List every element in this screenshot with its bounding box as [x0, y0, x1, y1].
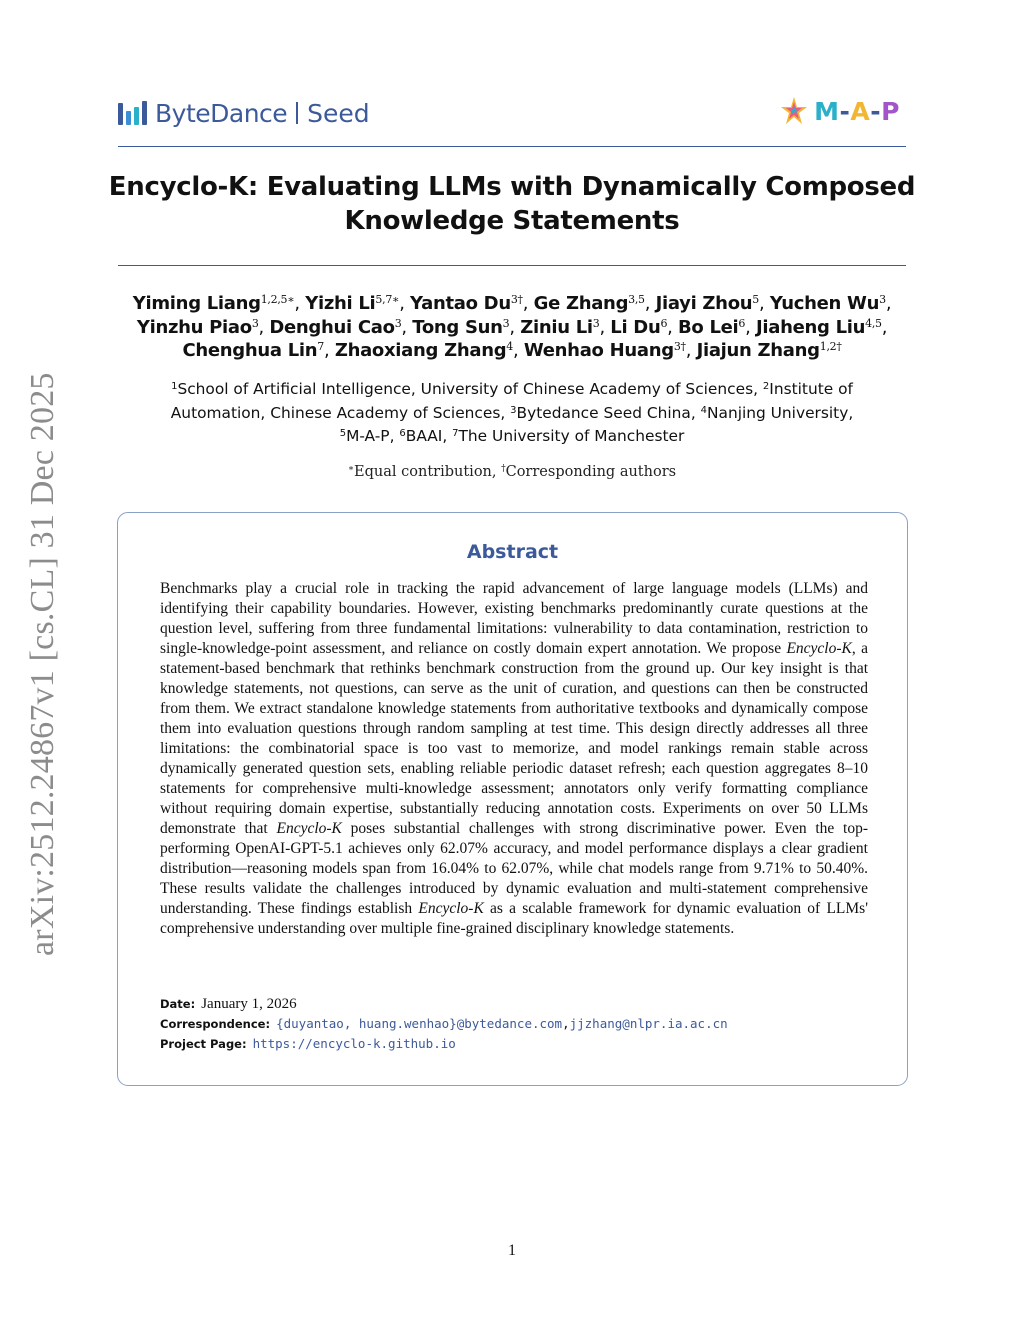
project-page-link[interactable]: https://encyclo-k.github.io: [252, 1036, 456, 1051]
author: Ge Zhang: [533, 293, 629, 314]
benchmark-name: Encyclo-K: [786, 640, 852, 657]
page-number: 1: [508, 1242, 516, 1259]
author: Yuchen Wu: [769, 293, 880, 314]
map-wordmark: M-A-P: [814, 96, 900, 126]
abstract-box: [117, 512, 908, 1086]
affiliation-line: Automation, Chinese Academy of Sciences, $^3$Bytedance Seed China, $^4$Nanjing University,: [170, 403, 854, 422]
benchmark-name: Encyclo-K: [418, 900, 484, 917]
abstract-heading: Abstract: [466, 541, 559, 563]
project-page-row: [160, 1036, 868, 1051]
author: Yantao Du: [410, 293, 511, 314]
bytedance-label: ByteDance: [155, 98, 288, 128]
affiliation-line: $^5$M-A-P, $^6$BAAI, $^7$The University of Manchester: [339, 427, 685, 445]
author-list: [100, 292, 924, 363]
paper-title: [100, 170, 924, 238]
author: Zhaoxiang Zhang: [334, 340, 507, 361]
author: Denghui Cao: [269, 316, 395, 338]
author: Jiaheng Liu: [755, 316, 866, 338]
header-rule: [118, 146, 906, 147]
author: Bo Lei: [678, 316, 739, 338]
abstract-text: Benchmarks play a crucial role in tracking the rapid advancement of large language models (LLMs) and identifying their capability boundaries. However, existing benchmarks predominantly curate questions at the question level, suffering from three fundamental limitations: vulnerability to data contamination, restriction to single-knowledge-point assessment, and reliance on costly domain expert annotation. We propose Encyclo-K, a statement-based benchmark that rethinks benchmark construction from the ground up. Our key insight is that knowledge statements, not questions, can serve as the unit of curation, and questions can then be constructed from them. We extract standalone knowledge statements from authoritative textbooks and dynamically compose them into evaluation questions through random sampling at test time. This design directly addresses all three limitations: the combinatorial space is too vast to memorize, and model rankings remain stable across dynamically generated question sets, enabling reliable periodic dataset refresh; each question aggregates 8–10 statements for comprehensive multi-knowledge assessment; annotators only verify formatting compliance without requiring domain expertise, substantially reducing annotation costs. Experiments on over 50 LLMs demonstrate that Encyclo-K poses substantial challenges with strong discriminative power. Even the top-performing OpenAI-GPT-5.1 achieves only 62.07% accuracy, and model performance displays a clear gradient distribution—reasoning models span from 16.04% to 62.07%, while chat models range from 9.71% to 50.40%. These results validate the challenges introduced by dynamic evaluation and multi-statement comprehensive understanding. These findings establish Encyclo-K as a scalable framework for dynamic evaluation of LLMs' comprehensive understanding over multiple fine-grained disciplinary knowledge statements.: [160, 580, 868, 937]
correspondence-email-link[interactable]: jjzhang@nlpr.ia.ac.cn: [569, 1016, 728, 1031]
author-line: Yiming Liang$^{1,2,5∗}$, Yizhi $Li^{5,7∗}$, Yantao $Du^{3\dagger}$, Ge Zhang$^{3,5}$, Jiayi Zhou$^5$, Yuchen Wu$^3$,: [132, 293, 892, 314]
author-line: Yinzhu Piao$^3$, Denghui Cao$^3$, Tong Sun$^3$, Ziniu Li$^3$, Li Du$^6$, Bo Lei$^6$, Jiaheng Liu$^{4,5}$,: [136, 316, 888, 338]
benchmark-name: Encyclo-K: [276, 820, 342, 837]
arxiv-identifier: arXiv:2512.24867v1 [cs.CL] 31 Dec 2025: [24, 372, 61, 956]
title-rule: [118, 265, 906, 266]
author-line: Chenghua Lin$^7$, Zhaoxiang Zhang$^4$, Wenhao Huang$^{3\dagger}$, Jiajun Zhang$^{1,2\dagger}$: [182, 340, 842, 361]
affiliations: [120, 378, 904, 449]
author: Tong Sun: [412, 316, 503, 338]
project-page-label: Project Page:: [160, 1037, 247, 1051]
author: Ziniu Li: [520, 316, 593, 338]
author: Jiayi Zhou: [655, 293, 753, 314]
author: Li Du: [610, 316, 661, 338]
date-label: Date:: [160, 997, 196, 1011]
author: Yinzhu Piao: [136, 316, 252, 338]
title-line-1: Encyclo-K: Evaluating LLMs with Dynamically Composed: [108, 172, 916, 202]
author: Yiming Liang: [132, 293, 261, 314]
author: Wenhao Huang: [523, 340, 674, 361]
correspondence-email-link[interactable]: {duyantao, huang.wenhao}@bytedance.com: [276, 1016, 563, 1031]
map-star-icon: [778, 95, 810, 127]
map-logo: [778, 94, 900, 128]
date-row: [160, 996, 868, 1013]
seed-label: Seed: [307, 98, 370, 128]
logo-divider: [296, 102, 298, 124]
title-line-2: Knowledge Statements: [344, 206, 680, 236]
correspondence-label: Correspondence:: [160, 1017, 271, 1031]
author: Chenghua Lin: [182, 340, 318, 361]
contribution-note: ∗Equal contribution, †Corresponding authors: [347, 464, 677, 480]
author: Yizhi Li: [305, 293, 376, 314]
bytedance-bars-icon: [118, 101, 147, 125]
bytedance-seed-logo: [118, 98, 370, 128]
date-value: January 1, 2026: [201, 996, 297, 1012]
affiliation-line: $^1$School of Artificial Intelligence, University of Chinese Academy of Sciences, $^2$Institute of: [171, 380, 853, 398]
author: Jiajun Zhang: [696, 340, 820, 361]
correspondence-row: Correspondence: {duyantao, huang.wenhao}@bytedance.com , jjzhang@nlpr.ia.ac.cn: [160, 1016, 728, 1031]
